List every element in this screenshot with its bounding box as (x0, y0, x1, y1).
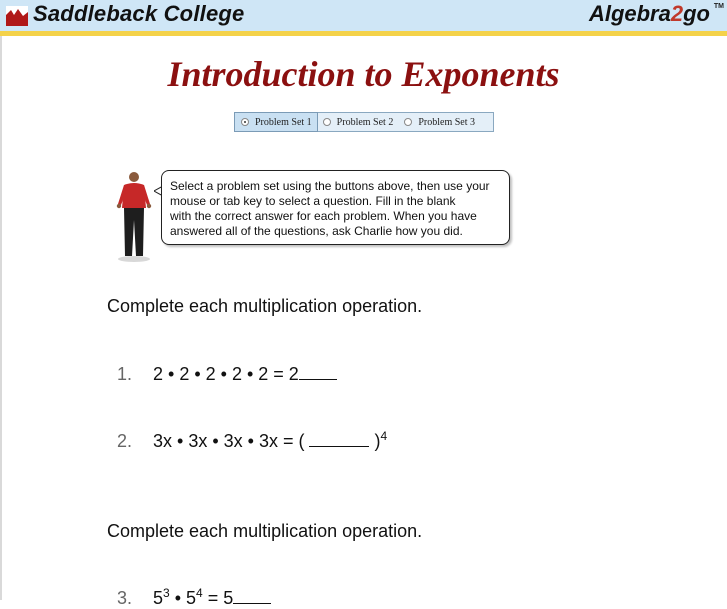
page-title: Introduction to Exponents (167, 54, 560, 94)
tab-label: Problem Set 2 (336, 116, 394, 128)
radio-icon[interactable] (404, 118, 412, 126)
problem-2 (117, 429, 387, 452)
tab-label: Problem Set 1 (255, 116, 312, 128)
problem-expression-close: ) (374, 431, 381, 451)
answer-blank-3[interactable] (233, 589, 271, 604)
problem-1 (117, 364, 337, 385)
problem-expression: 3x • 3x • 3x • 3x = ( (153, 431, 305, 451)
problem-equals: = 5 (202, 588, 234, 608)
problem-3 (117, 586, 271, 609)
answer-blank-1[interactable] (299, 365, 337, 380)
problem-expression: 2 • 2 • 2 • 2 • 2 = 2 (153, 364, 299, 384)
college-name: Saddleback College (33, 1, 245, 26)
trademark: TM (713, 3, 724, 10)
header-bar (0, 0, 727, 32)
problem-number: 2. (117, 431, 133, 451)
problem-number: 1. (117, 364, 133, 384)
radio-icon[interactable] (241, 118, 249, 126)
section-instruction: Complete each multiplication operation. (107, 296, 423, 316)
header-stripe (0, 31, 727, 36)
tab-problem-set-1[interactable] (235, 113, 317, 131)
problem-exponent: 3 (163, 586, 170, 600)
problem-set-selector (234, 112, 494, 132)
radio-icon[interactable] (323, 118, 331, 126)
bubble-line: with the correct answer for each problem. When you have (170, 209, 477, 223)
brand-two: 2 (670, 1, 684, 26)
instructions-bubble (161, 170, 510, 245)
bubble-line: Select a problem set using the buttons above, then use your (170, 179, 490, 193)
brand-pre: Algebra (588, 1, 671, 26)
left-rule (0, 36, 2, 600)
brand-logo (589, 1, 710, 27)
problem-base: 5 (153, 588, 164, 608)
problem-dot: • (169, 588, 187, 608)
answer-blank-2[interactable] (309, 432, 369, 447)
tab-problem-set-2[interactable] (317, 113, 399, 131)
bubble-line: mouse or tab key to select a question. Fill in the blank (170, 194, 456, 208)
problem-exponent: 4 (196, 586, 203, 600)
problem-number: 3. (117, 588, 133, 608)
brand-post: go (683, 1, 710, 26)
saddleback-logo-icon (6, 6, 28, 26)
problem-base: 5 (186, 588, 197, 608)
charlie-avatar[interactable] (112, 170, 156, 262)
bubble-line: answered all of the questions, ask Charlie how you did. (170, 224, 463, 238)
tab-label: Problem Set 3 (418, 116, 476, 128)
tab-problem-set-3[interactable] (398, 113, 480, 131)
section-instruction: Complete each multiplication operation. (107, 521, 423, 541)
problem-exponent: 4 (380, 429, 388, 443)
